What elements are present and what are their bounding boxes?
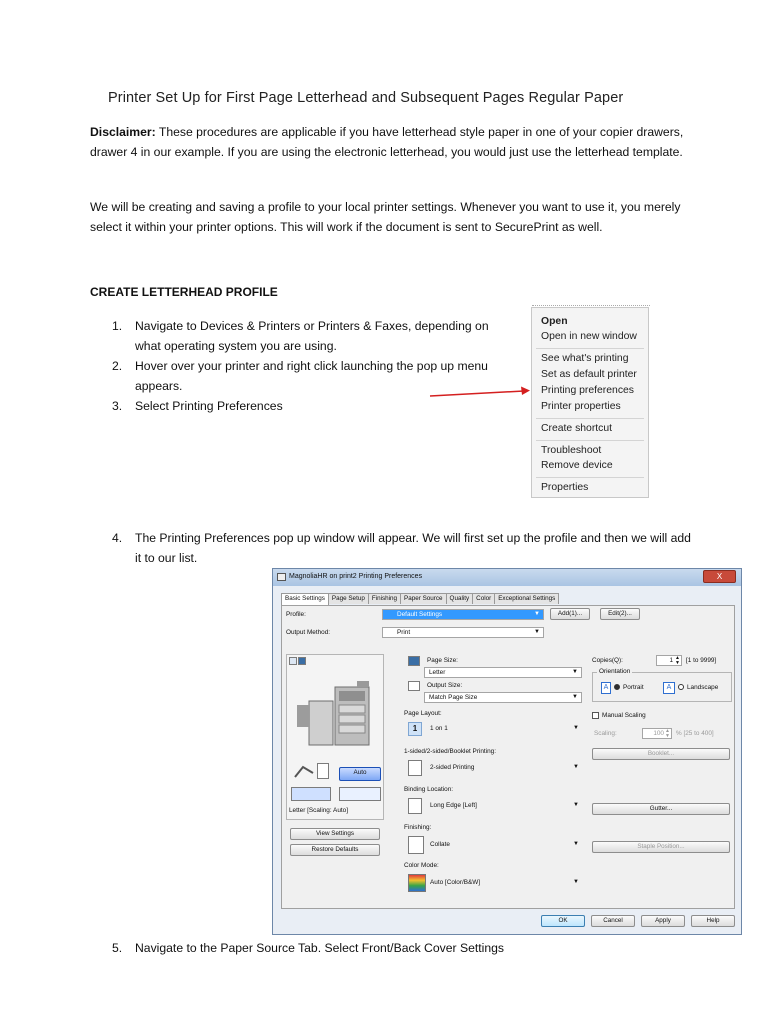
step-text: Hover over your printer and right click launching the pop up menu appears. [135,359,488,393]
step-text: Select Printing Preferences [135,399,283,413]
menu-item-see-printing[interactable]: See what's printing [541,353,629,364]
chevron-down-icon: ▼ [534,629,540,635]
list-item [112,316,512,356]
red-arrow-icon [428,384,532,400]
landscape-icon: A [663,682,675,694]
tab-quality[interactable]: Quality [446,593,474,604]
landscape-label: Landscape [687,684,719,691]
steps-list-c [112,938,692,958]
page-size-value: Letter [429,669,446,676]
binding-location-label: Binding Location: [404,786,454,793]
close-button[interactable]: X [703,570,736,583]
step-text: Navigate to Devices & Printers or Printers & Faxes, depending on what operating system you are using. [135,319,489,353]
tab-exceptional-settings[interactable]: Exceptional Settings [494,593,559,604]
manual-scaling-label: Manual Scaling [602,712,646,719]
chevron-down-icon: ▼ [573,725,579,731]
output-method-value: Print [397,629,411,636]
layout-icon [339,787,381,801]
edit-profile-button[interactable]: Edit(2)... [600,608,640,620]
scaling-label: Scaling: [594,730,617,737]
page-icon [317,763,329,779]
step-number: 3. [112,399,123,413]
finishing-label: Finishing: [404,824,432,831]
list-item [112,938,692,958]
step-text: Navigate to the Paper Source Tab. Select Front/Back Cover Settings [135,941,504,955]
color-mode-label: Color Mode: [404,862,439,869]
staple-icon [293,763,317,781]
apply-button[interactable]: Apply [641,915,685,927]
chevron-down-icon: ▼ [572,669,578,675]
chevron-down-icon: ▼ [572,694,578,700]
menu-item-remove-device[interactable]: Remove device [541,460,613,471]
menu-item-printer-properties[interactable]: Printer properties [541,401,621,412]
disclaimer-paragraph [90,122,690,162]
scaling-stepper[interactable] [642,728,672,739]
steps-list-b [112,528,692,568]
disclaimer-text: These procedures are applicable if you have letterhead style paper in one of your copier drawers, drawer 4 in our example. If you are using the electronic letterhead, you would just use the letterhead template. [90,125,684,159]
chevron-down-icon: ▼ [573,764,579,770]
profile-label: Profile: [286,611,306,618]
menu-divider [536,418,644,419]
copies-label: Copies(Q): [592,657,623,664]
copies-range: [1 to 9999] [686,657,717,664]
step-number: 2. [112,359,123,373]
output-size-select[interactable] [424,692,582,703]
profile-value: Default Settings [397,611,443,618]
auto-color-button[interactable]: Auto [339,767,381,781]
chevron-down-icon: ▼ [573,802,579,808]
ok-button[interactable]: OK [541,915,585,927]
finishing-select[interactable] [404,834,582,856]
menu-divider [536,477,644,478]
binding-location-value: Long Edge [Left] [430,802,477,809]
chevron-down-icon: ▼ [534,611,540,617]
scaling-value: 100 [653,730,664,737]
add-profile-button[interactable]: Add(1)... [550,608,590,620]
sided-printing-label: 1-sided/2-sided/Booklet Printing: [404,748,497,755]
sided-printing-value: 2-sided Printing [430,764,475,771]
page-layout-value: 1 on 1 [430,725,448,732]
tab-bar [281,593,558,604]
page-layout-number: 1 [408,722,422,736]
page-size-select[interactable] [424,667,582,678]
gutter-button[interactable]: Gutter... [592,803,730,815]
menu-item-open-new-window[interactable]: Open in new window [541,331,637,342]
preview-panel [286,654,384,820]
spin-arrows-icon[interactable]: ▲ ▼ [665,728,670,739]
color-mode-icon [408,874,426,892]
dialog-title-bar[interactable] [273,569,741,586]
step-number: 4. [112,531,123,545]
printer-icon [277,573,286,581]
menu-divider [536,348,644,349]
color-mode-value: Auto [Color/B&W] [430,879,481,886]
menu-item-set-default[interactable]: Set as default printer [541,369,637,380]
menu-top-edge [532,305,650,308]
tab-content [281,605,735,909]
preview-toggle-icon[interactable] [289,657,297,665]
binding-location-select[interactable] [404,796,582,816]
tab-page-setup[interactable]: Page Setup [328,593,369,604]
manual-scaling-checkbox[interactable] [592,712,599,719]
dialog-title: MagnoliaHR on print2 Printing Preferences [289,573,423,580]
preview-caption: Letter [Scaling: Auto] [289,807,348,814]
color-mode-select[interactable] [404,872,582,894]
landscape-radio[interactable] [678,684,684,690]
restore-defaults-button[interactable]: Restore Defaults [290,844,380,856]
tab-color[interactable]: Color [472,593,495,604]
preview-mode-icon[interactable] [298,657,306,665]
document-title: Printer Set Up for First Page Letterhead and Subsequent Pages Regular Paper [108,90,624,106]
output-size-value: Match Page Size [429,694,478,701]
menu-item-printing-preferences[interactable]: Printing preferences [541,385,634,396]
sided-printing-select[interactable] [404,758,582,778]
duplex-page-icon [408,760,422,776]
disclaimer-label: Disclaimer: [90,125,156,139]
binding-page-icon [408,798,422,814]
copies-stepper[interactable] [656,655,682,666]
view-settings-button[interactable]: View Settings [290,828,380,840]
steps-list-a [112,316,512,416]
menu-item-open[interactable]: Open [541,316,568,327]
profile-select[interactable] [382,609,544,620]
step-number: 5. [112,941,123,955]
page-size-label: Page Size: [427,657,458,664]
section-heading: CREATE LETTERHEAD PROFILE [90,285,278,299]
collate-icon [408,836,424,854]
intro-paragraph: We will be creating and saving a profile to your local printer settings. Whenever you want to use it, you merely select it within your printer options. This will work if the document is sent to SecurePrint as well. [90,200,681,234]
menu-divider [536,440,644,441]
printer-icon [408,681,420,691]
spin-arrows-icon[interactable]: ▲ ▼ [675,655,680,666]
orientation-group [592,668,732,702]
portrait-radio[interactable] [614,684,620,690]
output-method-label: Output Method: [286,629,331,636]
page-size-icon [408,656,420,666]
page-layout-select[interactable] [404,720,582,738]
portrait-icon: A [601,682,611,694]
cancel-button[interactable]: Cancel [591,915,635,927]
scaling-range: % [25 to 400] [676,730,714,737]
chevron-down-icon: ▼ [573,841,579,847]
chevron-down-icon: ▼ [573,879,579,885]
output-size-label: Output Size: [427,682,463,689]
printing-preferences-dialog [272,568,742,935]
menu-item-create-shortcut[interactable]: Create shortcut [541,423,613,434]
orientation-label: Orientation [599,668,631,675]
finishing-value: Collate [430,841,450,848]
step-number: 1. [112,319,123,333]
menu-item-troubleshoot[interactable]: Troubleshoot [541,445,602,456]
context-menu [531,307,649,498]
portrait-label: Portrait [623,684,644,691]
page-layout-label: Page Layout: [404,710,442,717]
booklet-button[interactable]: Booklet... [592,748,730,760]
list-item [112,528,692,568]
help-button[interactable]: Help [691,915,735,927]
copier-illustration-icon [295,679,375,755]
step-text: The Printing Preferences pop up window will appear. We will first set up the profile and then we will add it to our list. [135,531,691,565]
tab-basic-settings[interactable]: Basic Settings [281,593,329,605]
menu-item-properties[interactable]: Properties [541,482,589,493]
output-method-select[interactable] [382,627,544,638]
staple-position-button[interactable]: Staple Position... [592,841,730,853]
copies-value: 1 [669,657,673,664]
duplex-icon [291,787,331,801]
tab-finishing[interactable]: Finishing [368,593,401,604]
tab-paper-source[interactable]: Paper Source [400,593,447,604]
